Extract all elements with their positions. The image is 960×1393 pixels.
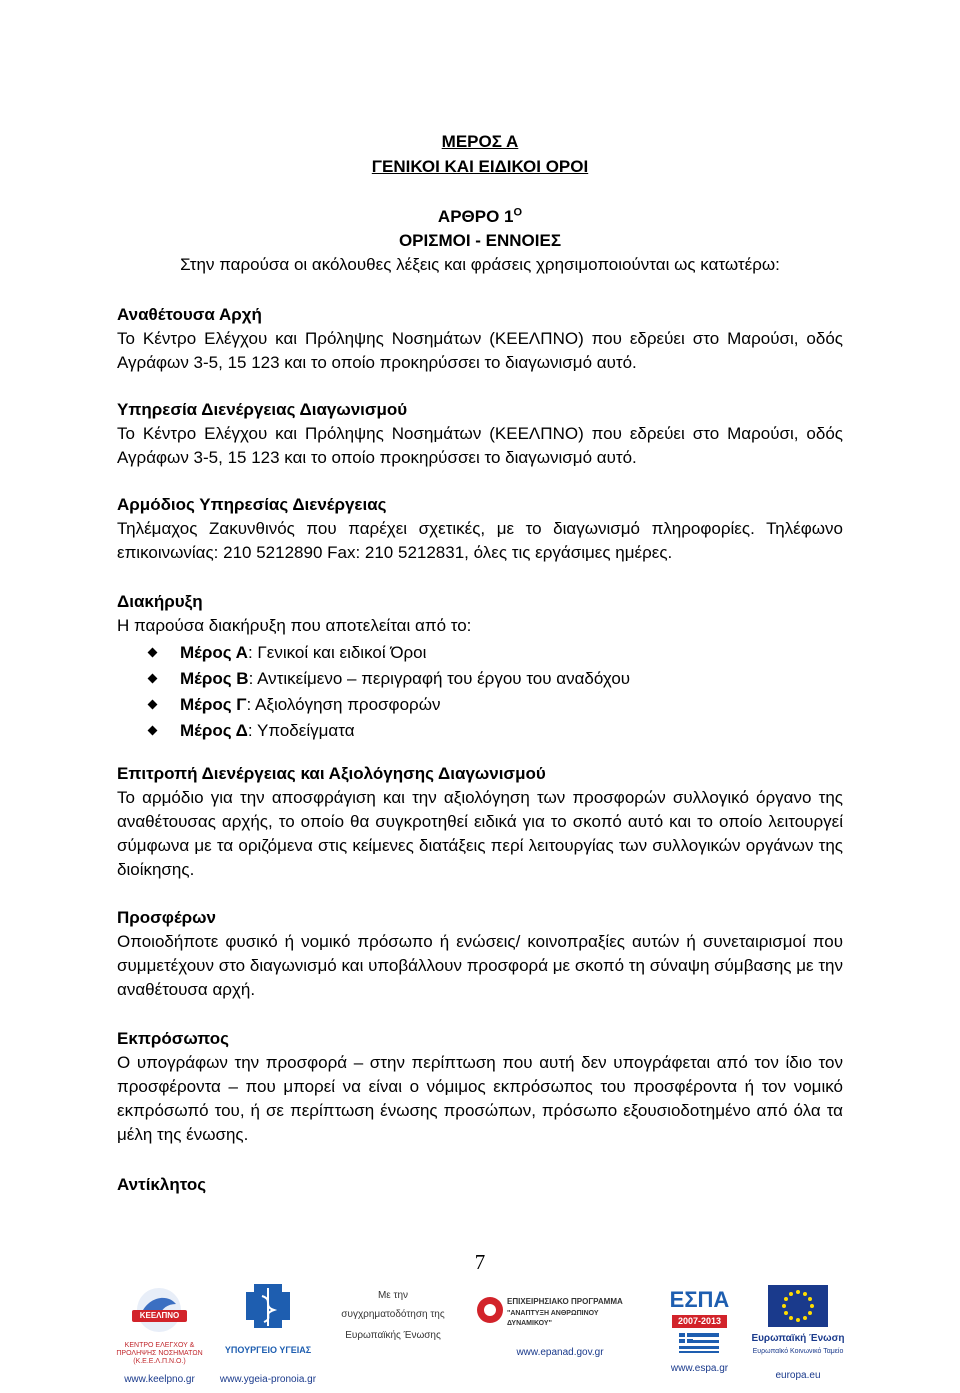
list-item-text: : Αξιολόγηση προσφορών xyxy=(246,695,441,714)
program-logo xyxy=(475,1295,645,1390)
section-heading: Αρμόδιος Υπηρεσίας Διενέργειας xyxy=(117,495,387,514)
greek-flag-icon xyxy=(679,1333,719,1353)
list-item-text: : Υποδείγματα xyxy=(247,721,355,740)
section-heading: Διακήρυξη xyxy=(117,592,203,611)
article-subtitle: ΟΡΙΣΜΟΙ - ΕΝΝΟΙΕΣ xyxy=(398,231,562,250)
section-text-line: Αγράφων 3-5, 15 123 και το οποίο προκηρύσσει το διαγωνισμό αυτό. xyxy=(117,353,637,372)
health-cross-icon xyxy=(218,1282,318,1332)
list-item-text: : Γενικοί και ειδικοί Όροι xyxy=(247,643,427,662)
section-contracting-authority xyxy=(117,303,843,375)
article-ordinal: Ο xyxy=(513,206,523,219)
section-heading: Προσφέρων xyxy=(117,908,216,927)
keelpno-logo xyxy=(112,1282,207,1390)
section-intro: Η παρούσα διακήρυξη που αποτελείται από το: xyxy=(117,616,472,635)
espa-title: ΕΣΠΑ xyxy=(669,1287,730,1312)
keelpno-url: www.keelpno.gr xyxy=(124,1374,195,1385)
list-item-label: Μέρος Δ xyxy=(180,721,248,740)
section-heading: Επιτροπή Διενέργειας και Αξιολόγησης Διαγωνισμού xyxy=(117,764,546,783)
section-notice xyxy=(117,590,843,744)
part-subtitle: ΓΕΝΙΚΟΙ ΚΑΙ ΕΙΔΙΚΟΙ ΟΡΟΙ xyxy=(371,157,589,176)
program-emblem-icon xyxy=(475,1295,505,1325)
program-name: ΕΠΙΧΕΙΡΗΣΙΑΚΟ ΠΡΟΓΡΑΜΜΑ xyxy=(507,1297,623,1306)
eu-title: Ευρωπαϊκή Ένωση xyxy=(751,1333,845,1344)
cofinance-line: συγχρηματοδότηση της xyxy=(341,1309,445,1320)
ministry-name: ΥΠΟΥΡΓΕΙΟ ΥΓΕΙΑΣ xyxy=(224,1345,312,1355)
list-item xyxy=(117,692,843,718)
espa-url: www.espa.gr xyxy=(670,1363,729,1374)
article-title xyxy=(0,205,960,229)
section-text-line: Αγράφων 3-5, 15 123 και το οποίο προκηρύσσει το διαγωνισμό αυτό. xyxy=(117,448,637,467)
section-text: Οποιοδήποτε φυσικό ή νομικό πρόσωπο ή ενώσεις/ κοινοπραξίες αυτών ή συνεταιρισμοί που συμμετέχουν στο διαγωνισμό και υποβάλλουν προσφορά με σκοπό τη σύναψη σύμβασης με την αναθέτουσα αρχή. xyxy=(117,932,843,999)
section-conducting-service xyxy=(117,398,843,470)
keelpno-badge: ΚΕΕΛΠΝΟ xyxy=(132,1310,187,1322)
list-item-text: : Αντικείμενο – περιγραφή του έργου του αναδόχου xyxy=(248,669,631,688)
part-title: ΜΕΡΟΣ Α xyxy=(441,132,519,151)
eu-flag-icon xyxy=(768,1285,828,1327)
section-text-line: Τηλέμαχος Ζακυνθινός που παρέχει σχετικές, με το διαγωνισμό πληροφορίες. Τηλέφωνο xyxy=(117,519,843,538)
list-item xyxy=(117,718,843,744)
program-url: www.epanad.gov.gr xyxy=(516,1347,604,1358)
ministry-url: www.ygeia-pronoia.gr xyxy=(219,1374,317,1385)
eu-url: europa.eu xyxy=(775,1370,821,1381)
list-item-label: Μέρος Α xyxy=(180,643,248,662)
article-title-text: ΑΡΘΡΟ 1 xyxy=(437,207,514,226)
notice-parts-list xyxy=(117,640,843,744)
section-heading: Υπηρεσία Διενέργειας Διαγωνισμού xyxy=(117,400,408,419)
page-number: 7 xyxy=(474,1250,486,1274)
list-item-label: Μέρος Γ xyxy=(180,695,247,714)
section-responsible-officer xyxy=(117,493,843,565)
section-heading: Αναθέτουσα Αρχή xyxy=(117,305,262,324)
eu-logo xyxy=(748,1285,848,1390)
section-committee xyxy=(117,762,843,882)
program-subtitle: "ΑΝΑΠΤΥΞΗ ΑΝΘΡΩΠΙΝΟΥ ΔΥΝΑΜΙΚΟΥ" xyxy=(507,1310,599,1327)
ministry-logo xyxy=(218,1282,318,1390)
section-heading: Αντίκλητος xyxy=(117,1175,207,1194)
list-item xyxy=(117,666,843,692)
eu-fund: Ευρωπαϊκό Κοινωνικό Ταμείο xyxy=(752,1348,844,1355)
section-heading: Εκπρόσωπος xyxy=(117,1029,230,1048)
list-item-label: Μέρος Β xyxy=(180,669,249,688)
section-bidders xyxy=(117,906,843,1002)
section-text-line: επικοινωνίας: 210 5212890 Fax: 210 5212831, όλες τις εργάσιμες ημέρες. xyxy=(117,543,673,562)
section-representative xyxy=(117,1027,843,1147)
espa-logo xyxy=(662,1285,737,1385)
section-text: Το αρμόδιο για την αποσφράγιση και την αξιολόγηση των προσφορών συλλογικό όργανο της αναθέτουσας αρχής, το οποίο θα συγκροτηθεί ειδικά για το σκοπό αυτό και το οποίο λειτουργεί σύμφωνα με τα οριζόμενα στις κείμενες διατάξεις περί λειτουργίας των συλλογικών οργάνων της διοίκησης. xyxy=(117,788,843,879)
cofinance-line: Ευρωπαϊκής Ένωσης xyxy=(345,1330,441,1341)
espa-years: 2007-2013 xyxy=(672,1315,727,1328)
section-text-line: Το Κέντρο Ελέγχου και Πρόληψης Νοσημάτων (ΚΕΕΛΠΝΟ) που εδρεύει στο Μαρούσι, οδός xyxy=(117,424,843,443)
footer-logos xyxy=(0,1280,960,1393)
cofinance-text xyxy=(338,1290,448,1390)
section-text-line: Το Κέντρο Ελέγχου και Πρόληψης Νοσημάτων (ΚΕΕΛΠΝΟ) που εδρεύει στο Μαρούσι, οδός xyxy=(117,329,843,348)
keelpno-name: ΚΕΝΤΡΟ ΕΛΕΓΧΟΥ & ΠΡΟΛΗΨΗΣ ΝΟΣΗΜΑΤΩΝ (Κ.Ε.Ε.Λ.Π.Ν.Ο.) xyxy=(116,1342,203,1365)
list-item xyxy=(117,640,843,666)
section-proxy xyxy=(117,1173,843,1197)
cofinance-line: Με την xyxy=(377,1290,409,1301)
article-intro: Στην παρούσα οι ακόλουθες λέξεις και φράσεις χρησιμοποιούνται ως κατωτέρω: xyxy=(180,255,780,274)
section-text: Ο υπογράφων την προσφορά – στην περίπτωση που αυτή δεν υπογράφεται από τον ίδιο τον προσφέροντα – που μπορεί να είναι ο νόμιμος εκπρόσωπος του προσφέροντα ή τον νομικό εκπρόσωπό του, ή σε περίπτωση ένωσης προσώπων, πρόσωπο εξουσιοδοτημένο από όλα τα μέλη της ένωσης. xyxy=(117,1053,843,1144)
